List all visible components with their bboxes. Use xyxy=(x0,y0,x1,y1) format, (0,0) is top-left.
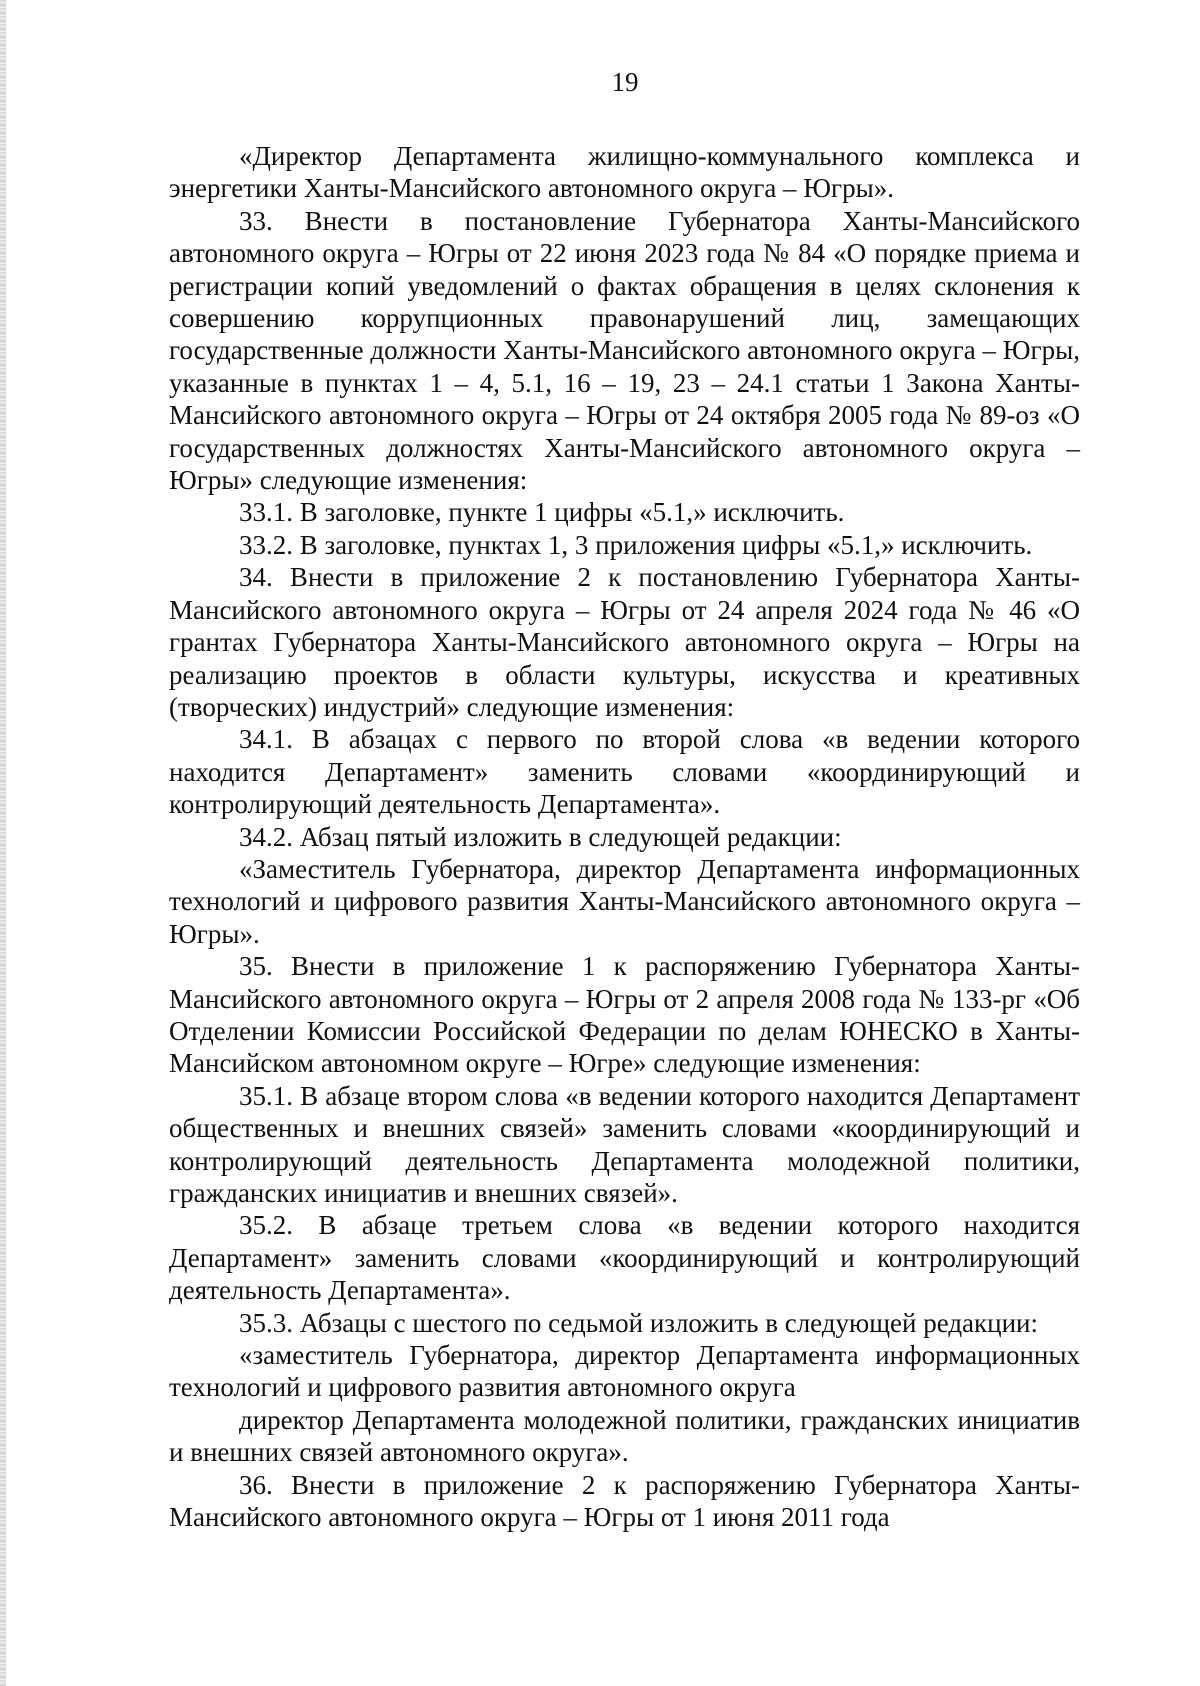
paragraph-item-36: 36. Внести в приложение 2 к распоряжению Губернатора Ханты-Мансийского автономного округа – Югры от 1 июня 2011 года xyxy=(169,1469,1080,1533)
paragraph-item-35-1: 35.1. В абзаце втором слова «в ведении которого находится Департамент общественных и внешних связей» заменить словами «координирующий и контролирующий деятельность Департамента молодежной политики, гражданских инициатив и внешних связей». xyxy=(169,1080,1080,1208)
paragraph-item-33-1: 33.1. В заголовке, пункте 1 цифры «5.1,» исключить. xyxy=(239,497,845,528)
paragraph-item-34: 34. Внести в приложение 2 к постановлению Губернатора Ханты-Мансийского автономного округа – Югры от 24 апреля 2024 года № 46 «О грантах Губернатора Ханты-Мансийского автономного округа – Югры на реализацию проектов в области культуры, искусства и креативных (творческих) индустрий» следующие изменения: xyxy=(169,562,1080,722)
paragraph-item-33: 33. Внести в постановление Губернатора Ханты-Мансийского автономного округа – Югры от 22 июня 2023 года № 84 «О порядке приема и регистрации копий уведомлений о фактах обращения в целях склонения к совершению коррупционных правонарушений лиц, замещающих государственные должности Ханты-Мансийского автономного округа – Югры, указанные в пунктах 1 – 4, 5.1, 16 – 19, 23 – 24.1 статьи 1 Закона Ханты-Мансийского автономного округа – Югры от 24 октября 2005 года № 89-оз «О государственных должностях Ханты-Мансийского автономного округа – Югры» следующие изменения: xyxy=(169,205,1080,496)
scan-edge xyxy=(0,0,6,1686)
paragraph-item-35-2: 35.2. В абзаце третьем слова «в ведении которого находится Департамент» заменить словами «координирующий и контролирующий деятельность Департамента». xyxy=(169,1210,1080,1306)
paragraph-item-34-2: 34.2. Абзац пятый изложить в следующей редакции: xyxy=(239,821,842,852)
paragraph-closing-quote: «Директор Департамента жилищно-коммунального комплекса и энергетики Ханты-Мансийского автономного округа – Югры». xyxy=(169,141,1080,204)
paragraph-item-34-1: 34.1. В абзацах с первого по второй слова «в ведении которого находится Департамент» заменить словами «координирующий и контролирующий деятельность Департамента». xyxy=(169,724,1080,820)
document-body xyxy=(169,140,1080,1533)
paragraph-quote-deputy-governor: «Заместитель Губернатора, директор Департамента информационных технологий и цифрового развития Ханты-Мансийского автономного округа – Югры». xyxy=(169,853,1080,949)
paragraph-item-35-3: 35.3. Абзацы с шестого по седьмой изложить в следующей редакции: xyxy=(239,1307,1039,1338)
paragraph-item-35: 35. Внести в приложение 1 к распоряжению Губернатора Ханты-Мансийского автономного округа – Югры от 2 апреля 2008 года № 133-рг «Об Отделении Комиссии Российской Федерации по делам ЮНЕСКО в Ханты-Мансийском автономном округе – Югре» следующие изменения: xyxy=(169,951,1080,1079)
paragraph-item-33-2: 33.2. В заголовке, пунктах 1, 3 приложения цифры «5.1,» исключить. xyxy=(239,529,1033,560)
paragraph-quote-director: директор Департамента молодежной политики, гражданских инициатив и внешних связей автономного округа». xyxy=(169,1404,1080,1468)
paragraph-quote-deputy-governor-2: «заместитель Губернатора, директор Департамента информационных технологий и цифрового развития автономного округа xyxy=(169,1340,1080,1403)
page-number: 19 xyxy=(611,67,639,97)
